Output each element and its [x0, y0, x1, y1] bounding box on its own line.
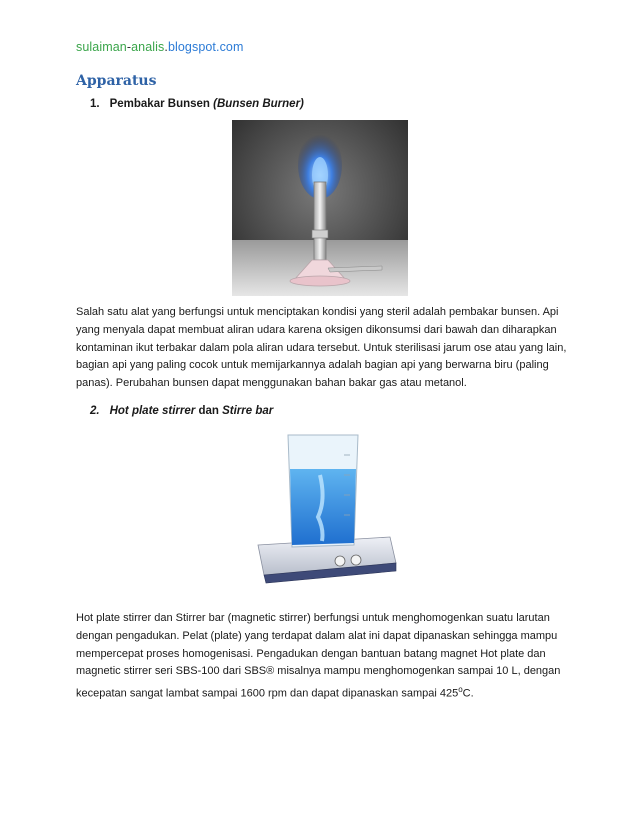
- list-item-bunsen: [90, 98, 304, 110]
- hot-plate-stirrer-image: [244, 425, 404, 588]
- section-heading: Apparatus: [76, 73, 157, 89]
- paragraph-hot-plate: [76, 610, 576, 704]
- header-dash: -: [126, 40, 132, 54]
- bunsen-burner-image: [232, 120, 408, 296]
- paragraph-hot-plate-unit: C.: [462, 687, 474, 700]
- paragraph-bunsen: Salah satu alat yang berfungsi untuk menciptakan kondisi yang steril adalah pembakar bunsen. Api yang menyala dapat membuat aliran udara karena oksigen dikonsumsi dari bawah dan diharapkan kontaminan ikut terbakar dalam pola aliran udara tersebut. Untuk sterilisasi jarum ose atau yang lain, bagian api yang paling cocok untuk memijarkannya adalah bagian api yang berwarna biru (paling panas). Perubahan bunsen dapat menggunakan bahan bakar gas atau metanol.: [76, 306, 567, 390]
- item-title-a: Hot plate stirrer: [109, 405, 196, 417]
- list-number: 2.: [90, 405, 100, 417]
- knob-right-icon: [351, 555, 361, 565]
- list-item-hot-plate: [90, 405, 273, 417]
- item-title: Pembakar Bunsen: [109, 98, 210, 110]
- knob-left-icon: [335, 556, 345, 566]
- degree-symbol: o: [458, 685, 463, 695]
- paragraph-hot-plate-text: Hot plate stirrer dan Stirrer bar (magnetic stirrer) berfungsi untuk menghomogenkan suatu larutan dengan pengadukan. Pelat (plate) yang terdapat dalam alat ini dapat dipanaskan sehingga mampu mempercepat proses homogenisasi. Pengadukan dengan bantuan batang magnet Hot plate dan magnetic stirrer seri SBS-100 dari SBS® misalnya mampu menghomogenkan sampai 10 L, dengan kecepatan sangat lambat sampai 1600 rpm dan dapat dipanaskan sampai 425: [76, 612, 561, 700]
- header-dot: .: [164, 40, 168, 54]
- blog-header: [76, 40, 243, 54]
- header-part-sulaiman: sulaiman: [76, 40, 127, 54]
- header-part-blogspot: blogspot.com: [167, 40, 244, 54]
- item-title-b: Stirre bar: [222, 405, 274, 417]
- list-number: 1.: [90, 98, 100, 110]
- item-conjunction: dan: [198, 405, 219, 417]
- item-subtitle: (Bunsen Burner): [213, 98, 304, 110]
- header-part-analis: analis: [131, 40, 165, 54]
